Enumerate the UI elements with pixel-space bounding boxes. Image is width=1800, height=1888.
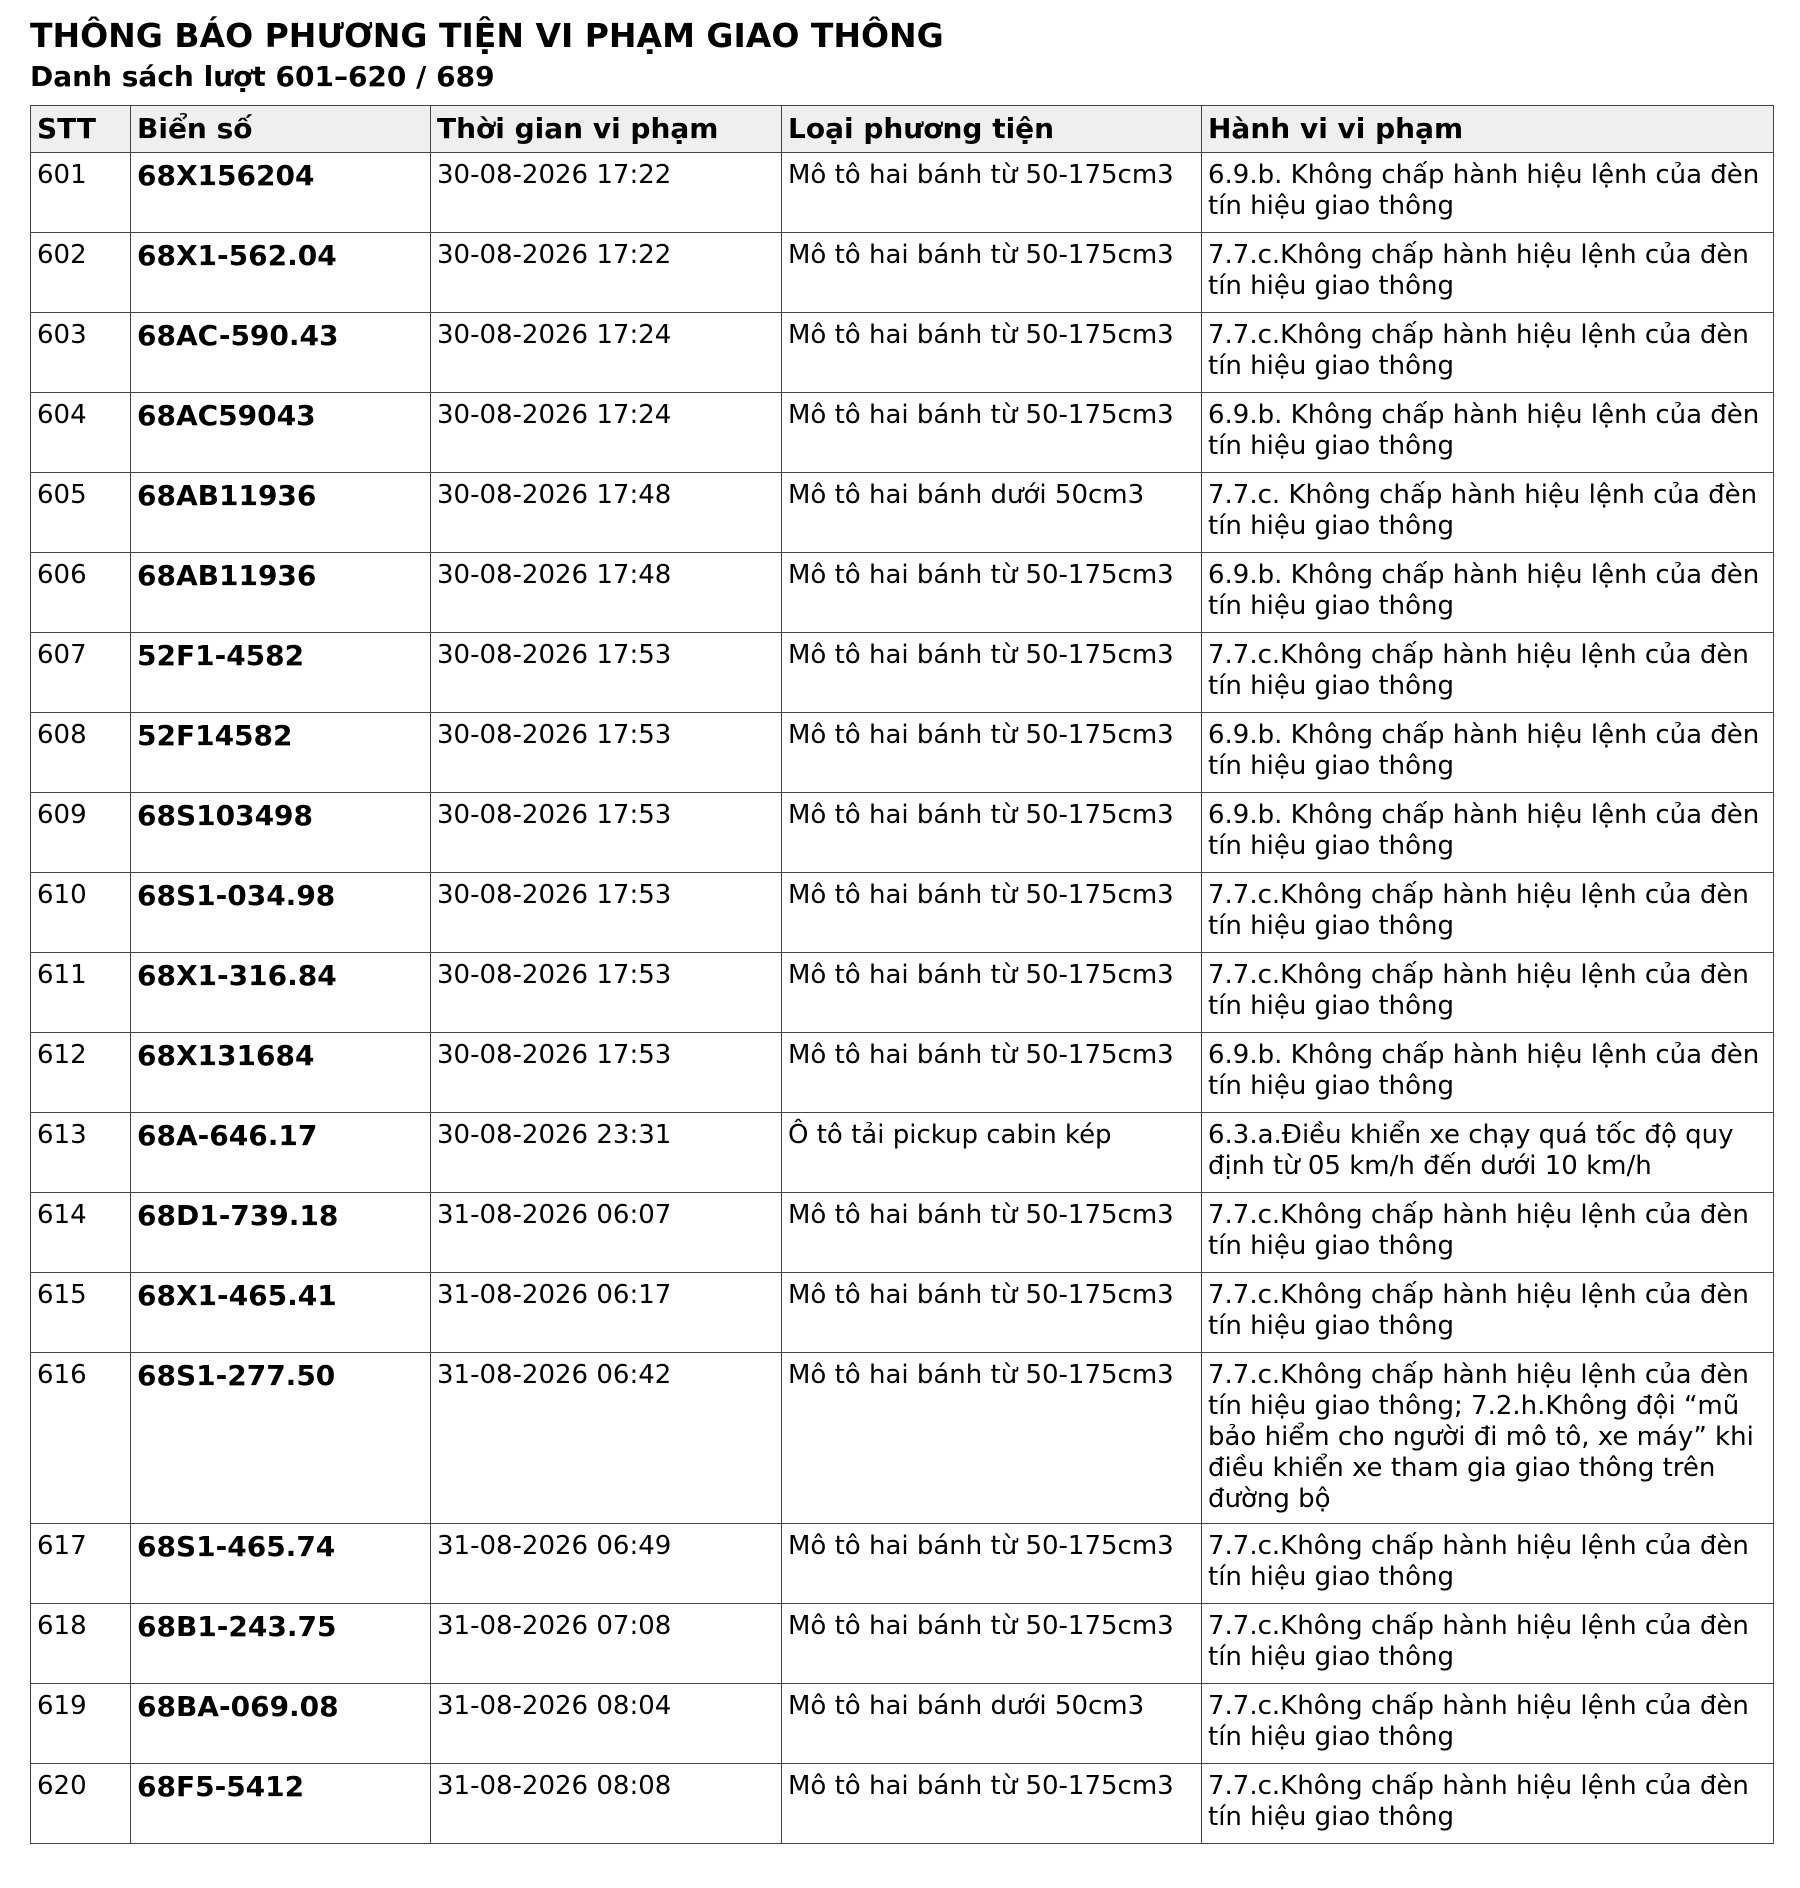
cell-time: 30-08-2026 17:22	[431, 233, 782, 313]
cell-violation: 7.7.c.Không chấp hành hiệu lệnh của đèn tín hiệu giao thông	[1202, 1764, 1774, 1844]
cell-vehicle-type: Mô tô hai bánh từ 50-175cm3	[782, 633, 1202, 713]
cell-stt: 619	[31, 1684, 131, 1764]
cell-vehicle-type: Mô tô hai bánh từ 50-175cm3	[782, 873, 1202, 953]
cell-violation: 6.9.b. Không chấp hành hiệu lệnh của đèn tín hiệu giao thông	[1202, 153, 1774, 233]
cell-plate: 68X156204	[131, 153, 431, 233]
header-violation: Hành vi vi phạm	[1202, 106, 1774, 153]
cell-vehicle-type: Mô tô hai bánh từ 50-175cm3	[782, 953, 1202, 1033]
cell-time: 30-08-2026 17:53	[431, 793, 782, 873]
table-row	[31, 1113, 1774, 1193]
cell-vehicle-type: Mô tô hai bánh từ 50-175cm3	[782, 553, 1202, 633]
cell-violation: 7.7.c.Không chấp hành hiệu lệnh của đèn tín hiệu giao thông	[1202, 1684, 1774, 1764]
cell-plate: 68S1-465.74	[131, 1524, 431, 1604]
cell-time: 30-08-2026 17:48	[431, 553, 782, 633]
table-row	[31, 1353, 1774, 1524]
cell-stt: 607	[31, 633, 131, 713]
cell-vehicle-type: Ô tô tải pickup cabin kép	[782, 1113, 1202, 1193]
cell-plate: 68X1-316.84	[131, 953, 431, 1033]
cell-vehicle-type: Mô tô hai bánh từ 50-175cm3	[782, 393, 1202, 473]
cell-plate: 68B1-243.75	[131, 1604, 431, 1684]
cell-vehicle-type: Mô tô hai bánh từ 50-175cm3	[782, 793, 1202, 873]
cell-vehicle-type: Mô tô hai bánh từ 50-175cm3	[782, 313, 1202, 393]
cell-plate: 68A-646.17	[131, 1113, 431, 1193]
cell-stt: 613	[31, 1113, 131, 1193]
violations-table	[30, 105, 1774, 1844]
cell-plate: 68AC-590.43	[131, 313, 431, 393]
cell-stt: 618	[31, 1604, 131, 1684]
cell-stt: 612	[31, 1033, 131, 1113]
cell-violation: 7.7.c.Không chấp hành hiệu lệnh của đèn tín hiệu giao thông	[1202, 1193, 1774, 1273]
header-stt: STT	[31, 106, 131, 153]
table-row	[31, 1764, 1774, 1844]
cell-violation: 6.3.a.Điều khiển xe chạy quá tốc độ quy định từ 05 km/h đến dưới 10 km/h	[1202, 1113, 1774, 1193]
cell-stt: 609	[31, 793, 131, 873]
table-row	[31, 473, 1774, 553]
cell-time: 30-08-2026 17:53	[431, 713, 782, 793]
table-row	[31, 1524, 1774, 1604]
cell-time: 31-08-2026 06:17	[431, 1273, 782, 1353]
cell-plate: 68S103498	[131, 793, 431, 873]
cell-stt: 614	[31, 1193, 131, 1273]
cell-plate: 68F5-5412	[131, 1764, 431, 1844]
cell-violation: 7.7.c.Không chấp hành hiệu lệnh của đèn tín hiệu giao thông	[1202, 1524, 1774, 1604]
cell-plate: 68S1-277.50	[131, 1353, 431, 1524]
cell-stt: 616	[31, 1353, 131, 1524]
table-header	[31, 106, 1774, 153]
cell-plate: 68S1-034.98	[131, 873, 431, 953]
table-row	[31, 1273, 1774, 1353]
cell-time: 31-08-2026 08:04	[431, 1684, 782, 1764]
table-row	[31, 953, 1774, 1033]
cell-vehicle-type: Mô tô hai bánh từ 50-175cm3	[782, 233, 1202, 313]
cell-stt: 611	[31, 953, 131, 1033]
cell-violation: 7.7.c.Không chấp hành hiệu lệnh của đèn tín hiệu giao thông	[1202, 953, 1774, 1033]
cell-vehicle-type: Mô tô hai bánh từ 50-175cm3	[782, 1353, 1202, 1524]
cell-violation: 7.7.c.Không chấp hành hiệu lệnh của đèn tín hiệu giao thông	[1202, 233, 1774, 313]
cell-vehicle-type: Mô tô hai bánh từ 50-175cm3	[782, 1764, 1202, 1844]
cell-time: 30-08-2026 17:53	[431, 633, 782, 713]
cell-stt: 615	[31, 1273, 131, 1353]
cell-stt: 620	[31, 1764, 131, 1844]
cell-plate: 68AB11936	[131, 553, 431, 633]
cell-violation: 7.7.c.Không chấp hành hiệu lệnh của đèn tín hiệu giao thông	[1202, 633, 1774, 713]
table-row	[31, 1033, 1774, 1113]
table-row	[31, 153, 1774, 233]
table-row	[31, 873, 1774, 953]
cell-time: 31-08-2026 08:08	[431, 1764, 782, 1844]
cell-plate: 52F14582	[131, 713, 431, 793]
cell-stt: 602	[31, 233, 131, 313]
table-row	[31, 633, 1774, 713]
header-plate: Biển số	[131, 106, 431, 153]
table-row	[31, 1193, 1774, 1273]
cell-time: 30-08-2026 17:53	[431, 873, 782, 953]
cell-vehicle-type: Mô tô hai bánh từ 50-175cm3	[782, 713, 1202, 793]
cell-plate: 68X1-465.41	[131, 1273, 431, 1353]
table-row	[31, 1604, 1774, 1684]
cell-violation: 7.7.c.Không chấp hành hiệu lệnh của đèn tín hiệu giao thông; 7.2.h.Không đội “mũ bảo hiểm cho người đi mô tô, xe máy” khi điều khiển xe tham gia giao thông trên đường bộ	[1202, 1353, 1774, 1524]
cell-stt: 608	[31, 713, 131, 793]
table-row	[31, 1684, 1774, 1764]
header-row	[31, 106, 1774, 153]
cell-stt: 601	[31, 153, 131, 233]
table-row	[31, 713, 1774, 793]
cell-violation: 7.7.c.Không chấp hành hiệu lệnh của đèn tín hiệu giao thông	[1202, 873, 1774, 953]
cell-time: 30-08-2026 23:31	[431, 1113, 782, 1193]
cell-violation: 6.9.b. Không chấp hành hiệu lệnh của đèn tín hiệu giao thông	[1202, 793, 1774, 873]
header-time: Thời gian vi phạm	[431, 106, 782, 153]
cell-time: 31-08-2026 06:49	[431, 1524, 782, 1604]
cell-plate: 68AB11936	[131, 473, 431, 553]
cell-plate: 68X131684	[131, 1033, 431, 1113]
cell-plate: 68AC59043	[131, 393, 431, 473]
cell-plate: 68BA-069.08	[131, 1684, 431, 1764]
cell-vehicle-type: Mô tô hai bánh từ 50-175cm3	[782, 1604, 1202, 1684]
table-body	[31, 153, 1774, 1844]
cell-plate: 68X1-562.04	[131, 233, 431, 313]
cell-violation: 7.7.c. Không chấp hành hiệu lệnh của đèn tín hiệu giao thông	[1202, 473, 1774, 553]
cell-violation: 6.9.b. Không chấp hành hiệu lệnh của đèn tín hiệu giao thông	[1202, 393, 1774, 473]
cell-plate: 52F1-4582	[131, 633, 431, 713]
cell-stt: 605	[31, 473, 131, 553]
cell-time: 30-08-2026 17:53	[431, 1033, 782, 1113]
cell-vehicle-type: Mô tô hai bánh từ 50-175cm3	[782, 153, 1202, 233]
cell-stt: 617	[31, 1524, 131, 1604]
cell-plate: 68D1-739.18	[131, 1193, 431, 1273]
cell-time: 31-08-2026 06:07	[431, 1193, 782, 1273]
page-title: THÔNG BÁO PHƯƠNG TIỆN VI PHẠM GIAO THÔNG	[30, 16, 944, 55]
table-row	[31, 553, 1774, 633]
cell-violation: 7.7.c.Không chấp hành hiệu lệnh của đèn tín hiệu giao thông	[1202, 313, 1774, 393]
table-row	[31, 313, 1774, 393]
cell-stt: 604	[31, 393, 131, 473]
cell-time: 31-08-2026 07:08	[431, 1604, 782, 1684]
header-vehicle-type: Loại phương tiện	[782, 106, 1202, 153]
page-subtitle: Danh sách lượt 601–620 / 689	[30, 60, 495, 93]
cell-violation: 7.7.c.Không chấp hành hiệu lệnh của đèn tín hiệu giao thông	[1202, 1604, 1774, 1684]
cell-violation: 6.9.b. Không chấp hành hiệu lệnh của đèn tín hiệu giao thông	[1202, 713, 1774, 793]
cell-vehicle-type: Mô tô hai bánh dưới 50cm3	[782, 1684, 1202, 1764]
table-row	[31, 393, 1774, 473]
table-row	[31, 793, 1774, 873]
table-row	[31, 233, 1774, 313]
cell-vehicle-type: Mô tô hai bánh từ 50-175cm3	[782, 1193, 1202, 1273]
cell-time: 30-08-2026 17:22	[431, 153, 782, 233]
cell-violation: 6.9.b. Không chấp hành hiệu lệnh của đèn tín hiệu giao thông	[1202, 553, 1774, 633]
cell-time: 31-08-2026 06:42	[431, 1353, 782, 1524]
cell-time: 30-08-2026 17:53	[431, 953, 782, 1033]
cell-vehicle-type: Mô tô hai bánh dưới 50cm3	[782, 473, 1202, 553]
cell-time: 30-08-2026 17:24	[431, 313, 782, 393]
cell-vehicle-type: Mô tô hai bánh từ 50-175cm3	[782, 1033, 1202, 1113]
cell-time: 30-08-2026 17:48	[431, 473, 782, 553]
cell-stt: 610	[31, 873, 131, 953]
cell-stt: 606	[31, 553, 131, 633]
cell-time: 30-08-2026 17:24	[431, 393, 782, 473]
cell-stt: 603	[31, 313, 131, 393]
cell-violation: 6.9.b. Không chấp hành hiệu lệnh của đèn tín hiệu giao thông	[1202, 1033, 1774, 1113]
cell-vehicle-type: Mô tô hai bánh từ 50-175cm3	[782, 1524, 1202, 1604]
cell-violation: 7.7.c.Không chấp hành hiệu lệnh của đèn tín hiệu giao thông	[1202, 1273, 1774, 1353]
cell-vehicle-type: Mô tô hai bánh từ 50-175cm3	[782, 1273, 1202, 1353]
